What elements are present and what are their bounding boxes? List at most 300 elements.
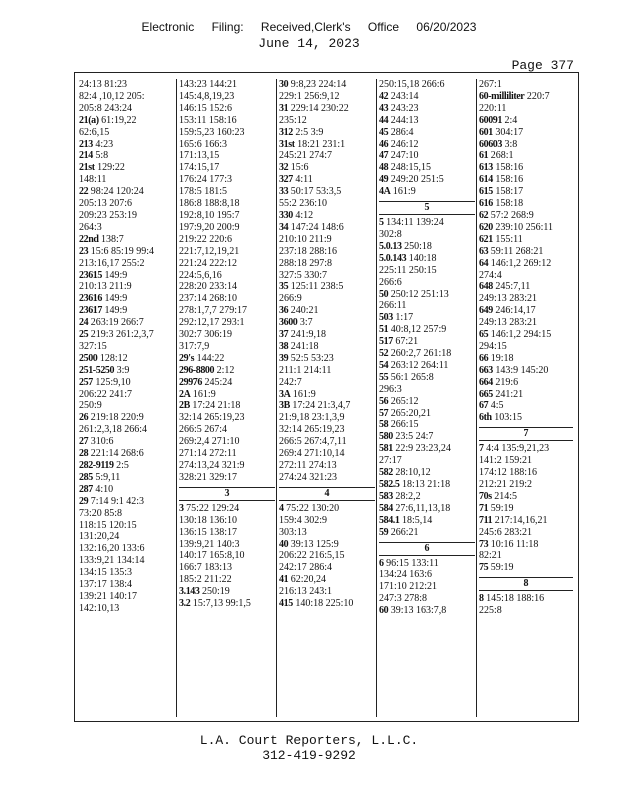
filing-stamp bbox=[0, 20, 618, 34]
index-entry bbox=[279, 448, 375, 460]
index-entry bbox=[379, 455, 475, 467]
index-entry bbox=[479, 139, 573, 151]
index-entry bbox=[279, 210, 375, 222]
index-entry bbox=[279, 539, 375, 551]
index-entry bbox=[479, 329, 573, 341]
index-term: 33 bbox=[279, 186, 289, 198]
index-references: 144:22 bbox=[196, 352, 225, 364]
index-references: 239:10 256:11 bbox=[495, 221, 553, 233]
index-references: 266:21 bbox=[390, 526, 419, 538]
index-references: 158:16 bbox=[495, 174, 524, 186]
index-term: 2B bbox=[179, 400, 190, 412]
index-references: 40:8,12 257:9 bbox=[390, 324, 447, 336]
index-term: 29976 bbox=[179, 376, 203, 388]
index-references: 205:13 207:6 bbox=[79, 198, 133, 210]
index-term: 52 bbox=[379, 348, 389, 360]
index-references: 98:24 120:24 bbox=[90, 186, 144, 198]
index-column-4 bbox=[379, 79, 475, 717]
index-entry bbox=[379, 558, 475, 570]
index-references: 221:14 268:6 bbox=[90, 448, 144, 460]
index-entry bbox=[179, 305, 275, 317]
index-references: 96:15 133:11 bbox=[386, 557, 439, 569]
index-references: 52:5 53:23 bbox=[290, 352, 334, 364]
index-references: 130:18 136:10 bbox=[179, 514, 238, 526]
index-term: 285 bbox=[79, 471, 93, 483]
section-header: 5 bbox=[379, 201, 475, 215]
index-entry bbox=[479, 162, 573, 174]
index-entry bbox=[479, 91, 573, 103]
index-entry bbox=[279, 341, 375, 353]
index-entry bbox=[279, 127, 375, 139]
index-references: 73:20 85:8 bbox=[79, 507, 123, 519]
index-entry bbox=[279, 515, 375, 527]
index-references: 243:23 bbox=[390, 102, 419, 114]
index-entry bbox=[479, 377, 573, 389]
index-entry bbox=[479, 479, 573, 491]
index-references: 302:8 bbox=[379, 228, 402, 240]
index-references: 4:10 bbox=[95, 483, 114, 495]
index-term: 49 bbox=[379, 174, 389, 186]
index-references: 134:24 163:6 bbox=[379, 569, 433, 581]
index-references: 10:16 11:18 bbox=[490, 538, 539, 550]
index-entry bbox=[79, 365, 175, 377]
index-references: 7:14 9:1 42:3 bbox=[90, 495, 145, 507]
index-entry bbox=[479, 222, 573, 234]
index-entry bbox=[379, 289, 475, 301]
index-references: 265:12 bbox=[390, 395, 419, 407]
index-entry bbox=[379, 593, 475, 605]
index-entry bbox=[179, 539, 275, 551]
index-references: 247:3 278:8 bbox=[379, 593, 428, 605]
index-entry bbox=[179, 162, 275, 174]
index-references: 245:7,11 bbox=[495, 281, 531, 293]
index-term: 415 bbox=[279, 598, 293, 610]
index-entry bbox=[279, 115, 375, 127]
index-references: 221:24 222:12 bbox=[179, 257, 238, 269]
index-references: 317:7,9 bbox=[179, 340, 210, 352]
column-divider bbox=[176, 79, 177, 717]
index-entry bbox=[379, 581, 475, 593]
index-term: 663 bbox=[479, 364, 493, 376]
index-references: 32:14 265:19,23 bbox=[179, 412, 245, 424]
court-reporter-phone: 312-419-9292 bbox=[262, 748, 356, 763]
index-references: 32:14 265:19,23 bbox=[279, 424, 345, 436]
index-entry bbox=[479, 400, 573, 412]
index-term: 282-9119 bbox=[79, 460, 114, 471]
index-entry bbox=[379, 277, 475, 289]
index-term: 251-5250 bbox=[79, 364, 115, 376]
index-entry bbox=[279, 460, 375, 472]
index-entry bbox=[379, 241, 475, 253]
index-entry bbox=[179, 424, 275, 436]
index-references: 241:21 bbox=[495, 388, 524, 400]
index-references: 171:10 212:21 bbox=[379, 581, 438, 593]
index-term: 41 bbox=[279, 574, 289, 586]
index-entry bbox=[279, 258, 375, 270]
index-term: 601 bbox=[479, 126, 493, 138]
index-references: 219:22 220:6 bbox=[179, 233, 233, 245]
index-entry bbox=[79, 115, 175, 127]
index-column-3 bbox=[279, 79, 375, 717]
index-entry bbox=[79, 377, 175, 389]
index-references: 19:18 bbox=[490, 352, 514, 364]
index-term: 75 bbox=[479, 562, 489, 574]
index-entry bbox=[79, 389, 175, 401]
index-references: 263:19 266:7 bbox=[90, 317, 144, 329]
index-entry bbox=[379, 127, 475, 139]
index-term: 37 bbox=[279, 329, 289, 341]
index-term: 584.1 bbox=[379, 514, 400, 526]
index-entry bbox=[279, 281, 375, 293]
filing-part-2: Filing: bbox=[211, 20, 244, 34]
index-entry bbox=[279, 246, 375, 258]
index-entry bbox=[379, 503, 475, 515]
index-references: 210:13 211:9 bbox=[79, 281, 132, 293]
index-references: 27:17 bbox=[379, 455, 402, 467]
index-entry bbox=[479, 127, 573, 139]
court-reporter-name: L.A. Court Reporters, L.L.C. bbox=[199, 733, 419, 748]
index-references: 304:17 bbox=[495, 126, 524, 138]
index-references: 242:7 bbox=[279, 376, 302, 388]
index-entry bbox=[79, 412, 175, 424]
index-term: 31st bbox=[279, 138, 295, 150]
index-references: 82:21 bbox=[479, 550, 502, 562]
index-term: 503 bbox=[379, 312, 393, 324]
index-references: 59:19 bbox=[490, 502, 514, 514]
index-term: 58 bbox=[379, 419, 389, 431]
index-term: 312 bbox=[279, 126, 293, 138]
index-entry bbox=[79, 508, 175, 520]
index-entry bbox=[179, 400, 275, 412]
index-entry bbox=[379, 360, 475, 372]
index-entry bbox=[79, 305, 175, 317]
index-references: 244:13 bbox=[390, 114, 419, 126]
index-term: 615 bbox=[479, 186, 493, 198]
deposition-date: June 14, 2023 bbox=[258, 36, 360, 51]
index-entry bbox=[79, 341, 175, 353]
index-term: 8 bbox=[479, 593, 484, 605]
index-term: 60091 bbox=[479, 114, 503, 126]
index-references: 158:18 bbox=[495, 198, 524, 210]
index-references: 205:8 243:24 bbox=[79, 102, 133, 114]
index-references: 278:1,7,7 279:17 bbox=[179, 305, 248, 317]
index-term: 580 bbox=[379, 431, 393, 443]
index-references: 140:18 225:10 bbox=[295, 598, 354, 610]
index-term: 330 bbox=[279, 209, 293, 221]
index-references: 57:2 268:9 bbox=[490, 209, 534, 221]
index-entry bbox=[379, 515, 475, 527]
index-references: 212:21 219:2 bbox=[479, 479, 533, 490]
index-entry bbox=[279, 527, 375, 539]
index-references: 75:22 130:20 bbox=[286, 502, 340, 514]
index-term: 43 bbox=[379, 102, 389, 114]
index-references: 288:18 297:8 bbox=[279, 257, 333, 269]
index-term: 711 bbox=[479, 514, 493, 526]
index-entry bbox=[79, 246, 175, 258]
index-entry bbox=[179, 329, 275, 341]
index-entry bbox=[179, 389, 275, 401]
index-entry bbox=[179, 503, 275, 515]
index-references: 136:15 138:17 bbox=[179, 526, 238, 538]
index-entry bbox=[279, 353, 375, 365]
index-entry bbox=[79, 317, 175, 329]
index-entry bbox=[79, 162, 175, 174]
index-term: 3600 bbox=[279, 317, 298, 329]
index-references: 161:9 bbox=[392, 186, 416, 198]
index-entry bbox=[379, 229, 475, 241]
index-term: 28 bbox=[79, 448, 89, 460]
index-term: 70s bbox=[479, 490, 492, 502]
column-divider bbox=[376, 79, 377, 717]
index-entry bbox=[79, 436, 175, 448]
index-references: 134:11 139:24 bbox=[386, 217, 444, 229]
index-term: 584 bbox=[379, 502, 393, 514]
index-references: 246:12 bbox=[390, 138, 419, 150]
index-term: 44 bbox=[379, 114, 389, 126]
index-references: 250:12 251:13 bbox=[390, 288, 449, 300]
index-references: 192:8,10 195:7 bbox=[179, 209, 240, 221]
index-term: 4 bbox=[279, 502, 284, 514]
index-references: 237:14 268:10 bbox=[179, 293, 238, 305]
index-entry bbox=[79, 329, 175, 341]
index-term: 616 bbox=[479, 198, 493, 210]
index-references: 143:9 145:20 bbox=[495, 364, 549, 376]
index-references: 221:7,12,19,21 bbox=[179, 245, 240, 257]
index-entry bbox=[279, 103, 375, 115]
index-references: 134:15 135:3 bbox=[79, 567, 133, 579]
index-entry bbox=[279, 586, 375, 598]
index-references: 133:9,21 134:14 bbox=[79, 555, 145, 567]
index-term: 39 bbox=[279, 352, 289, 364]
index-entry bbox=[79, 270, 175, 282]
index-entry bbox=[179, 436, 275, 448]
index-references: 265:20,21 bbox=[390, 407, 431, 419]
index-term: 29 bbox=[79, 495, 89, 507]
index-entry bbox=[179, 103, 275, 115]
footer bbox=[0, 733, 618, 763]
index-references: 5:8 bbox=[95, 150, 109, 162]
index-references: 2:5 3:9 bbox=[295, 126, 324, 138]
index-references: 261:2,3,18 266:4 bbox=[79, 424, 148, 436]
column-divider bbox=[276, 79, 277, 717]
index-entry bbox=[179, 198, 275, 210]
index-references: 243:14 bbox=[390, 90, 419, 102]
index-term: 7 bbox=[479, 443, 484, 455]
index-references: 27:6,11,13,18 bbox=[395, 502, 451, 514]
index-entry bbox=[79, 139, 175, 151]
index-references: 220:11 bbox=[479, 102, 507, 114]
index-references: 2:4 bbox=[504, 114, 518, 126]
filing-part-5: 06/20/2023 bbox=[416, 20, 477, 34]
index-term: 60 bbox=[379, 605, 389, 617]
index-term: 582.5 bbox=[379, 479, 400, 490]
index-entry bbox=[479, 198, 573, 210]
index-references: 3:9 bbox=[116, 364, 130, 376]
index-term: 38 bbox=[279, 340, 289, 352]
index-entry bbox=[79, 353, 175, 365]
index-entry bbox=[179, 139, 275, 151]
index-term: 25 bbox=[79, 329, 89, 341]
index-term: 3.143 bbox=[179, 586, 200, 598]
index-entry bbox=[479, 515, 573, 527]
index-references: 146:15 152:6 bbox=[179, 102, 233, 114]
index-entry bbox=[79, 579, 175, 591]
index-references: 249:13 283:21 bbox=[479, 293, 538, 305]
index-entry bbox=[379, 300, 475, 312]
index-term: 60603 bbox=[479, 138, 503, 150]
index-references: 269:4 271:10,14 bbox=[279, 448, 345, 460]
index-entry bbox=[279, 598, 375, 610]
index-entry bbox=[479, 186, 573, 198]
index-references: 225:8 bbox=[479, 605, 502, 617]
index-term: 3B bbox=[279, 400, 290, 412]
index-entry bbox=[179, 562, 275, 574]
index-term: 22nd bbox=[79, 233, 99, 245]
index-entry bbox=[379, 396, 475, 408]
index-entry bbox=[479, 389, 573, 401]
index-entry bbox=[479, 562, 573, 574]
index-references: 185:2 211:22 bbox=[179, 574, 232, 586]
index-term: 287 bbox=[79, 483, 93, 495]
index-references: 219:3 261:2,3,7 bbox=[90, 329, 154, 341]
index-term: 73 bbox=[479, 538, 489, 550]
index-references: 137:17 138:4 bbox=[79, 579, 133, 591]
index-references: 28:10,12 bbox=[395, 467, 431, 479]
index-references: 224:5,6,16 bbox=[179, 269, 222, 281]
index-references: 269:2,4 271:10 bbox=[179, 436, 240, 448]
index-entry bbox=[279, 186, 375, 198]
index-entry bbox=[379, 605, 475, 617]
index-references: 161:9 bbox=[292, 388, 316, 400]
index-term: 36 bbox=[279, 305, 289, 317]
index-term: 48 bbox=[379, 162, 389, 174]
index-references: 18:13 21:18 bbox=[402, 479, 451, 490]
index-references: 250:15,18 266:6 bbox=[379, 79, 445, 90]
index-entry bbox=[179, 293, 275, 305]
index-references: 62:6,15 bbox=[79, 126, 110, 138]
index-entry bbox=[279, 317, 375, 329]
index-entry bbox=[179, 598, 275, 610]
index-references: 220:7 bbox=[526, 90, 550, 102]
index-entry bbox=[279, 472, 375, 484]
index-entry bbox=[379, 384, 475, 396]
index-entry bbox=[479, 317, 573, 329]
index-references: 4:12 bbox=[295, 209, 314, 221]
index-entry bbox=[379, 253, 475, 265]
index-entry bbox=[479, 527, 573, 539]
index-entry bbox=[79, 198, 175, 210]
index-term: 214 bbox=[79, 150, 93, 162]
index-term: 2500 bbox=[79, 352, 98, 364]
index-term: 5.0.13 bbox=[379, 240, 402, 252]
index-entry bbox=[379, 139, 475, 151]
index-entry bbox=[279, 270, 375, 282]
index-term: 62 bbox=[479, 209, 489, 221]
index-entry bbox=[279, 150, 375, 162]
index-term: 42 bbox=[379, 90, 389, 102]
index-references: 229:1 256:9,12 bbox=[279, 90, 340, 102]
index-references: 250:18 bbox=[404, 240, 432, 252]
index-entry bbox=[279, 162, 375, 174]
index-term: 257 bbox=[79, 376, 93, 388]
index-entry bbox=[179, 515, 275, 527]
index-entry bbox=[79, 281, 175, 293]
index-term: 6th bbox=[479, 412, 492, 424]
index-entry bbox=[179, 574, 275, 586]
index-term: 40 bbox=[279, 538, 289, 550]
index-references: 18:5,14 bbox=[402, 514, 433, 526]
index-references: 4:23 bbox=[95, 138, 114, 150]
index-references: 174:15,17 bbox=[179, 162, 220, 174]
index-term: 35 bbox=[279, 281, 289, 293]
index-references: 82:4 ,10,12 205: bbox=[79, 90, 145, 102]
index-entry bbox=[379, 312, 475, 324]
index-references: 18:21 231:1 bbox=[297, 138, 346, 150]
index-entry bbox=[79, 103, 175, 115]
index-references: 9:8,23 224:14 bbox=[290, 79, 347, 90]
index-entry bbox=[479, 491, 573, 503]
index-references: 214:5 bbox=[494, 490, 517, 502]
index-term: 3 bbox=[179, 502, 184, 514]
index-term: 67 bbox=[479, 400, 489, 412]
index-entry bbox=[79, 424, 175, 436]
index-term: 21st bbox=[79, 162, 95, 174]
index-references: 15:6 85:19 99:4 bbox=[90, 245, 155, 257]
index-entry bbox=[279, 574, 375, 586]
index-references: 206:22 216:5,15 bbox=[279, 550, 345, 562]
index-term: 3A bbox=[279, 388, 291, 400]
index-references: 15:6 bbox=[290, 162, 309, 174]
index-term: 22 bbox=[79, 186, 89, 198]
index-entry bbox=[479, 210, 573, 222]
index-entry bbox=[379, 569, 475, 581]
section-header: 4 bbox=[279, 487, 375, 501]
index-term: 583 bbox=[379, 490, 393, 502]
index-term: 5 bbox=[379, 217, 384, 229]
index-term: 45 bbox=[379, 126, 389, 138]
index-entry bbox=[279, 79, 375, 91]
index-references: 159:4 302:9 bbox=[279, 514, 328, 526]
index-references: 286:4 bbox=[390, 126, 414, 138]
index-entry bbox=[379, 174, 475, 186]
index-entry bbox=[279, 389, 375, 401]
index-references: 3:8 bbox=[504, 138, 518, 150]
index-references: 56:1 265:8 bbox=[390, 371, 434, 383]
index-references: 206:22 241:7 bbox=[79, 388, 133, 400]
index-references: 146:1,2 294:15 bbox=[490, 329, 552, 341]
index-entry bbox=[79, 258, 175, 270]
index-term: 46 bbox=[379, 138, 389, 150]
index-references: 4:4 135:9,21,23 bbox=[486, 443, 550, 455]
index-entry bbox=[479, 455, 573, 467]
index-references: 138:7 bbox=[101, 233, 124, 245]
index-entry bbox=[79, 555, 175, 567]
index-references: 129:22 bbox=[97, 162, 125, 174]
index-entry bbox=[179, 246, 275, 258]
index-entry bbox=[79, 174, 175, 186]
index-references: 17:24 21:3,4,7 bbox=[292, 400, 351, 412]
index-references: 125:9,10 bbox=[95, 376, 131, 388]
index-entry bbox=[479, 443, 573, 455]
index-entry bbox=[479, 258, 573, 270]
index-references: 139:21 140:17 bbox=[79, 590, 138, 602]
index-entry bbox=[479, 150, 573, 162]
index-term: 23615 bbox=[79, 269, 103, 281]
index-term: 24 bbox=[79, 317, 89, 329]
index-references: 210:10 211:9 bbox=[279, 233, 332, 245]
index-term: 27 bbox=[79, 436, 89, 448]
index-references: 274:4 bbox=[479, 269, 502, 281]
